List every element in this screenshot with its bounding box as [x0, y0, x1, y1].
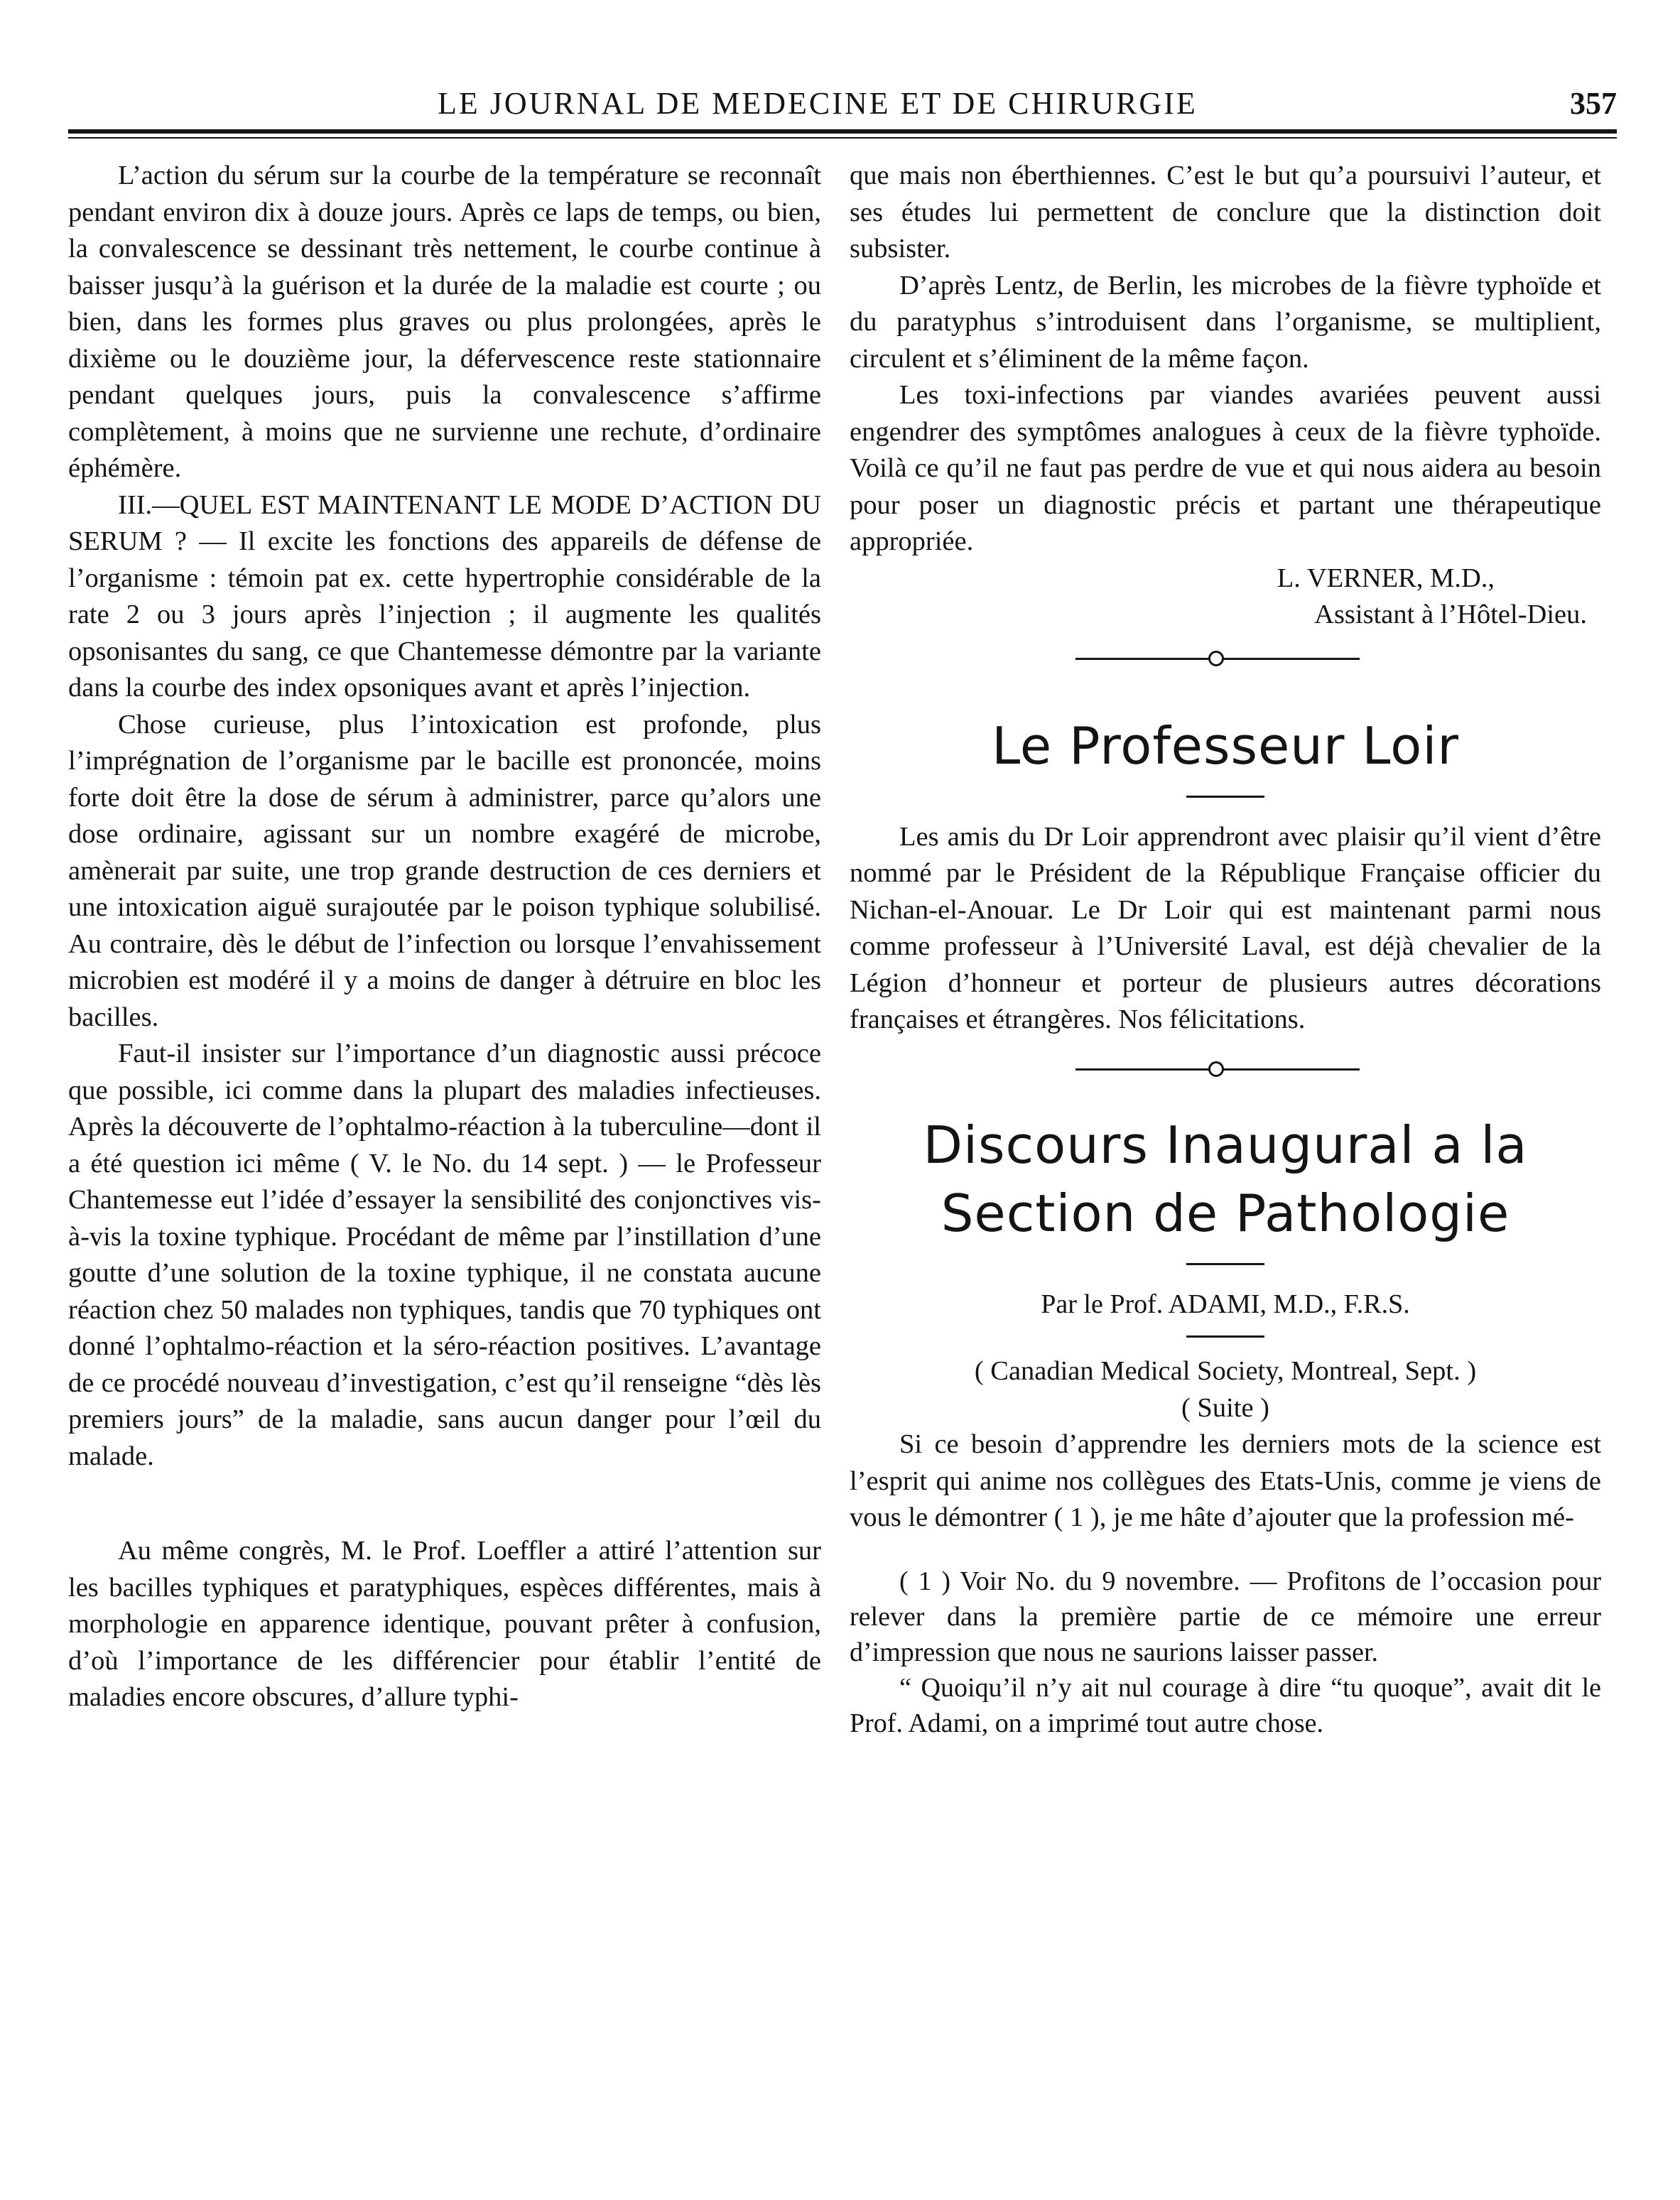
header-rule-thin — [68, 137, 1617, 139]
title-rule — [1186, 796, 1264, 798]
title-rule — [1186, 1263, 1264, 1265]
footnote: “ Quoiqu’il n’y ait nul courage à dire “tu quoque”, avait dit le Prof. Adami, on a imprimé tout autre chose. — [850, 1672, 1601, 1738]
byline: Par le Prof. ADAMI, M.D., F.R.S. — [1041, 1289, 1410, 1319]
left-column — [68, 158, 821, 1716]
paragraph: L’action du sérum sur la courbe de la température se reconnaît pendant environ dix à douze jours. Après ce laps de temps, ou bien, la convalescence se dessinant très nettement, le courbe continue à baisser jusqu’à la guérison et la durée de la maladie est courte ; ou bien, dans les formes plus graves ou plus prolongées, après le dixième ou le douzième jour, la défervescence reste stationnaire pendant quelques jours, puis la convalescence s’affirme complètement, à moins que ne survienne une rechute, d’ordinaire éphémère. — [68, 161, 821, 483]
footnote: ( 1 ) Voir No. du 9 novembre. — Profitons de l’occasion pour relever dans la première partie de ce mémoire une erreur d’impression que nous ne saurions laisser passer. — [850, 1566, 1601, 1667]
source-note: ( Canadian Medical Society, Montreal, Sept. ) — [974, 1356, 1477, 1386]
author-title: Assistant à l’Hôtel-Dieu. — [1314, 600, 1587, 629]
section-separator — [850, 1044, 1601, 1094]
byline-rule — [1186, 1335, 1264, 1338]
separator-circle-icon — [1208, 1061, 1224, 1077]
continued-note: ( Suite ) — [1181, 1392, 1270, 1423]
article-title: Discours Inaugural a la Section de Pathologie — [923, 1115, 1528, 1243]
page-number: 357 — [1570, 86, 1617, 121]
paragraph: Les toxi-infections par viandes avariées peuvent aussi engendrer des symptômes analogues à ceux de la fièvre typhoïde. Voilà ce qu’il ne faut pas perdre de vue et qui nous aidera au besoin pour poser un diagnostic précis et partant une thérapeutique appropriée. — [850, 380, 1601, 556]
paragraph: D’après Lentz, de Berlin, les microbes de la fièvre typhoïde et du paratyphus s’introduisent dans l’organisme, se multiplient, circulent et s’éliminent de la même façon. — [850, 270, 1601, 374]
right-column — [850, 158, 1601, 1741]
paragraph: III.—QUEL EST MAINTENANT LE MODE D’ACTION DU SERUM ? — Il excite les fonctions des appareils de défense de l’organisme : témoin pat ex. cette hypertrophie considérable de la rate 2 ou 3 jours après l’injection ; il augmente les qualités opsonisantes du sang, ce que Chantemesse démontre par la variante dans la courbe des index opsoniques avant et après l’injection. — [68, 489, 821, 703]
paragraph: Chose curieuse, plus l’intoxication est profonde, plus l’imprégnation de l’organisme par le bacille est prononcée, moins forte doit être la dose de sérum à administrer, parce qu’alors une dose ordinaire, agissant sur un nombre exagéré de microbe, amènerait par suite, une trop grande destruction de ces derniers et une intoxication aiguë surajoutée par le poison typhique solubilisé. Au contraire, dès le début de l’infection ou lorsque l’envahissement microbien est modéré il y a moins de danger à détruire en bloc les bacilles. — [68, 709, 821, 1032]
header-rule-thick — [68, 129, 1617, 134]
running-title: LE JOURNAL DE MEDECINE ET DE CHIRURGIE — [438, 86, 1198, 121]
paragraph: que mais non éberthiennes. C’est le but qu’a poursuivi l’auteur, et ses études lui permettent de conclure que la distinction doit subsister. — [850, 161, 1601, 264]
page-header — [68, 80, 1617, 129]
paragraph: Les amis du Dr Loir apprendront avec plaisir qu’il vient d’être nommé par le Président de la République Française officier du Nichan-el-Anouar. Le Dr Loir qui est maintenant parmi nous comme professeur à l’Université Laval, est déjà chevalier de la Légion d’honneur et porteur de plusieurs autres décorations françaises et étrangères. Nos félicitations. — [850, 821, 1601, 1034]
paragraph: Au même congrès, M. le Prof. Loeffler a attiré l’attention sur les bacilles typhiques et paratyphiques, espèces différentes, mais à morphologie en apparence identique, pouvant prêter à confusion, d’où l’importance de les différencier pour établir l’entité de maladies encore obscures, d’allure typhi- — [68, 1536, 821, 1712]
paragraph: Faut-il insister sur l’importance d’un diagnostic aussi précoce que possible, ici comme dans la plupart des maladies infectieuses. Après la découverte de l’ophtalmo-réaction à la tuberculine—dont il a été question ici même ( V. le No. du 14 sept. ) — le Professeur Chantemesse eut l’idée d’essayer la sensibilité des conjonctives vis-à-vis la toxine typhique. Procédant de même par l’instillation d’une goutte d’une solution de la toxine typhique, il ne constata aucune réaction chez 50 malades non typhiques, tandis que 70 typhiques ont donné l’ophtalmo-réaction et la séro-réaction positives. L’avantage de ce procédé nouveau d’investigation, c’est qu’il renseigne “dès lès premiers jours” de la maladie, sans aucun danger pour l’œil du malade. — [68, 1039, 821, 1471]
author-name: L. VERNER, M.D., — [1277, 563, 1495, 593]
paragraph: Si ce besoin d’apprendre les derniers mots de la science est l’esprit qui anime nos collègues des Etats-Unis, comme je viens de vous le démontrer ( 1 ), je me hâte d’ajouter que la profession mé- — [850, 1429, 1601, 1532]
section-separator — [850, 634, 1601, 683]
separator-circle-icon — [1208, 651, 1224, 666]
article-title: Le Professeur Loir — [992, 715, 1459, 776]
section-gap — [68, 1475, 821, 1533]
